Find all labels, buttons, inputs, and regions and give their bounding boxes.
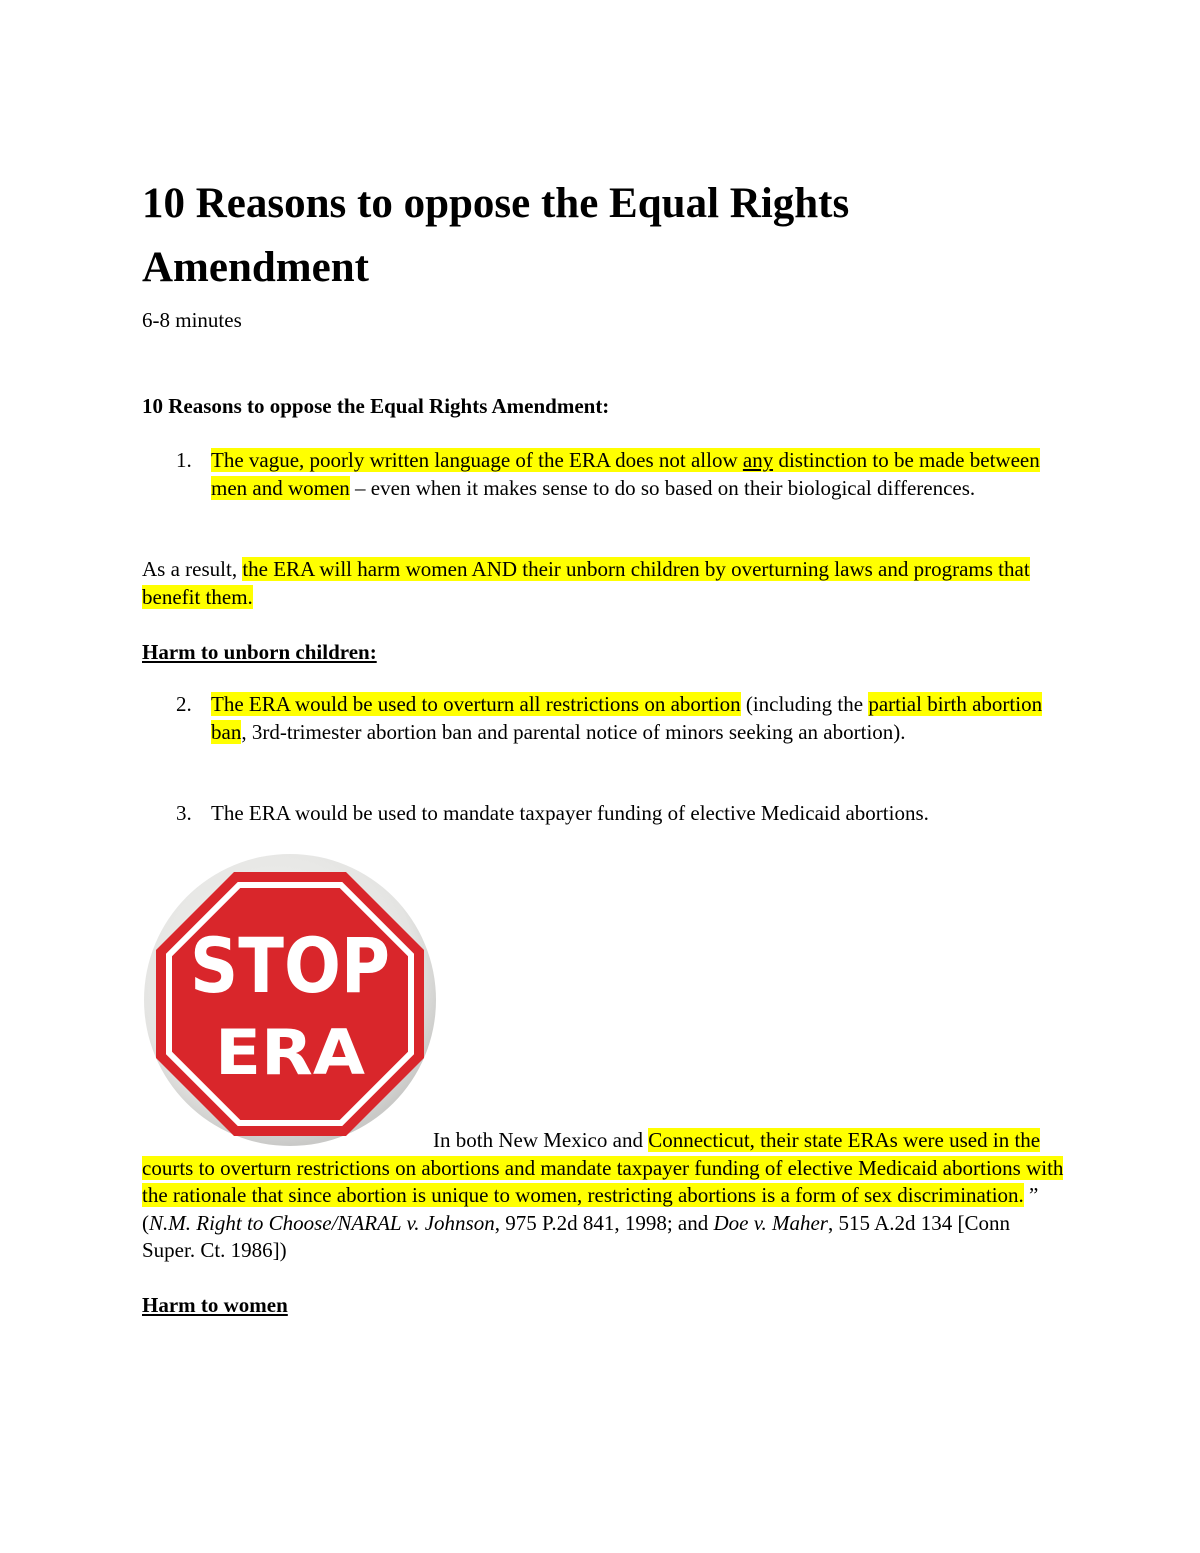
stop-sign-text-stop: STOP — [190, 921, 390, 1010]
plain-text: , 975 P.2d 841, 1998; and — [494, 1210, 714, 1235]
section-heading: 10 Reasons to oppose the Equal Rights Amendment: — [142, 394, 610, 418]
list-number: 3. — [176, 801, 192, 825]
highlight-text: Connecticut, their state ERAs were used in the courts to overturn restrictions on abortions and mandate taxpayer funding of elective Medicaid abortions with the rationale that since abortion is unique to women, restricting abortions is a form of sex discrimination. — [142, 1128, 1064, 1207]
stop-era-button-image — [142, 852, 438, 1148]
plain-text: , 515 A.2d 134 [Conn Super. Ct. 1986]) — [142, 1210, 1010, 1262]
plain-text: As a result, — [142, 557, 243, 581]
document-title: 10 Reasons to oppose the Equal Rights Amendment — [142, 180, 850, 291]
highlight-text: The ERA would be used to overturn all restrictions on abortion — [211, 692, 741, 716]
highlight-text: distinction to be made between men and women — [211, 448, 1040, 500]
highlight-text: The vague, poorly written language of the ERA does not allow — [211, 448, 743, 472]
case-citation-italic: Doe v. Maher — [713, 1210, 828, 1235]
plain-text: , 3rd-trimester abortion ban and parental notice of minors seeking an abortion). — [241, 719, 906, 744]
stop-sign-text-era: ERA — [215, 1016, 366, 1089]
list-number: 2. — [176, 692, 192, 716]
list-item-1 — [142, 447, 1067, 502]
underlined-highlight-text: any — [742, 448, 774, 472]
list-item-text: The ERA would be used to mandate taxpayer funding of elective Medicaid abortions. — [211, 801, 929, 825]
plain-text: ” ( — [142, 1183, 1039, 1235]
harm-unborn-heading: Harm to unborn children: — [142, 640, 377, 664]
plain-text: (including the — [740, 692, 869, 716]
list-item-text — [211, 691, 1067, 746]
highlight-text: partial birth abortion ban — [211, 692, 1043, 744]
list-item-3 — [142, 800, 1067, 828]
reading-time: 6-8 minutes — [142, 308, 242, 332]
list-item-text — [211, 447, 1067, 502]
court-cases-paragraph — [142, 1127, 1067, 1265]
highlight-text: the ERA will harm women AND their unborn children by overturning laws and programs that benefit them. — [142, 557, 1030, 609]
plain-text: – even when it makes sense to do so based on their biological differences. — [349, 475, 976, 500]
case-citation-italic: N.M. Right to Choose/NARAL v. Johnson — [149, 1210, 495, 1235]
list-item-2 — [142, 691, 1067, 746]
list-number: 1. — [176, 448, 192, 472]
harm-women-heading: Harm to women — [142, 1293, 288, 1317]
plain-text: In both New Mexico and — [433, 1128, 649, 1152]
result-paragraph — [142, 556, 1067, 611]
